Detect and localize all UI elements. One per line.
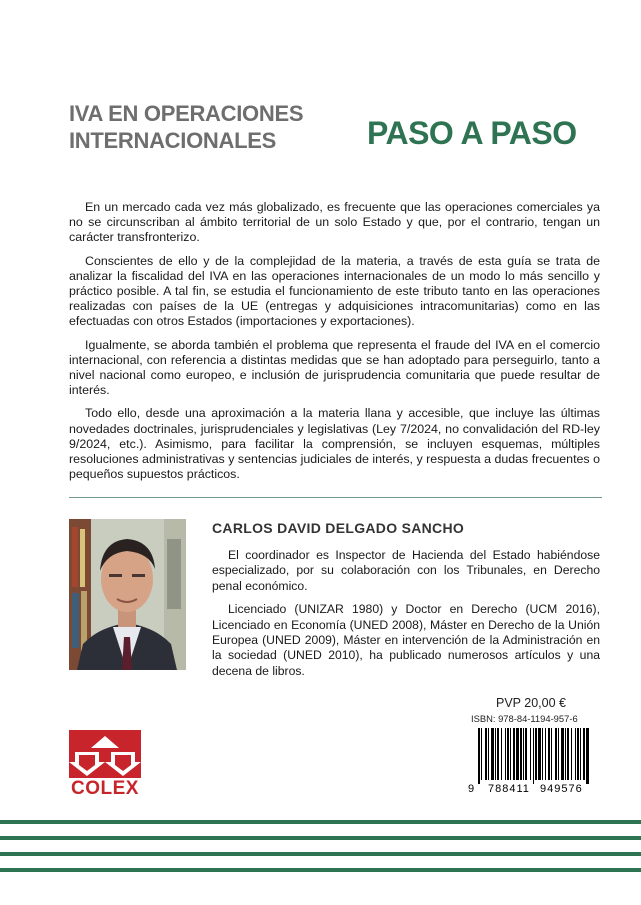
author-name: CARLOS DAVID DELGADO SANCHO <box>212 520 465 536</box>
author-photo <box>69 519 186 670</box>
description-paragraph-2: Conscientes de ello y de la complejidad de la materia, a través de esta guía se trata de analizar la fiscalidad del IVA en las operaciones internacionales de un modo lo más sencillo y práctico posible. A tal fin, se estudia el funcionamiento de este tributo tanto en las operaciones realizadas con países de la UE (entregas y adquisiciones intracomunitarias) como en las efectuadas con otros Estados (importaciones y exportaciones). <box>69 253 600 329</box>
price-label: PVP 20,00 € <box>496 696 566 710</box>
title-line-1: IVA EN OPERACIONES <box>69 101 304 126</box>
isbn-barcode <box>466 728 594 796</box>
title-line-2: INTERNACIONALES <box>69 128 276 153</box>
barcode-digits-left: 788411 <box>488 783 530 795</box>
isbn-label: ISBN: 978-84-1194-957-6 <box>471 713 578 724</box>
author-portrait-image <box>69 519 186 670</box>
description-paragraph-1: En un mercado cada vez más globalizado, es frecuente que las operaciones comerciales ya no se circunscriban al ámbito territorial de un solo Estado y que, por el contrario, tengan un carácter transfronterizo. <box>69 200 600 245</box>
author-bio <box>212 548 600 687</box>
publisher-name: COLEX <box>71 778 139 799</box>
author-bio-paragraph-1: El coordinador es Inspector de Hacienda del Estado habiéndose especializado, por su colaboración con los Tribunales, en Derecho penal económico. <box>212 548 600 593</box>
barcode-digit-first: 9 <box>468 783 475 795</box>
section-divider <box>69 497 602 498</box>
barcode-digits-right: 949576 <box>540 783 583 795</box>
footer-stripe-2 <box>0 836 641 840</box>
footer-stripe-1 <box>0 820 641 824</box>
book-description <box>69 200 600 490</box>
series-name: PASO A PASO <box>367 115 577 151</box>
book-title <box>69 100 303 154</box>
description-paragraph-3: Igualmente, se aborda también el problema que representa el fraude del IVA en el comercio internacional, con referencia a distintas medidas que se han adoptado para perseguirlo, tanto a nivel nacional como europeo, e inclusión de jurisprudencia comunitaria que puede resultar de interés. <box>69 337 600 398</box>
publisher-logo-icon <box>69 730 141 778</box>
footer-stripe-4 <box>0 868 641 872</box>
footer-stripe-3 <box>0 852 641 856</box>
description-paragraph-4: Todo ello, desde una aproximación a la materia llana y accesible, que incluye las últimas novedades doctrinales, jurisprudenciales y legislativas (Ley 7/2024, no convalidación del RD-ley 9/2024, etc.). Asimismo, para facilitar la comprensión, se incluyen esquemas, múltiples resoluciones administrativas y sentencias judiciales de interés, y respuesta a dudas frecuentes o pequeños supuestos prácticos. <box>69 406 600 482</box>
author-bio-paragraph-2: Licenciado (UNIZAR 1980) y Doctor en Derecho (UCM 2016), Licenciado en Economía (UNED 2008), Máster en Derecho de la Unión Europea (UNED 2009), Máster en intervención de la Administración en la sociedad (UNED 2010), ha publicado numerosos artículos y una decena de libros. <box>212 602 600 678</box>
